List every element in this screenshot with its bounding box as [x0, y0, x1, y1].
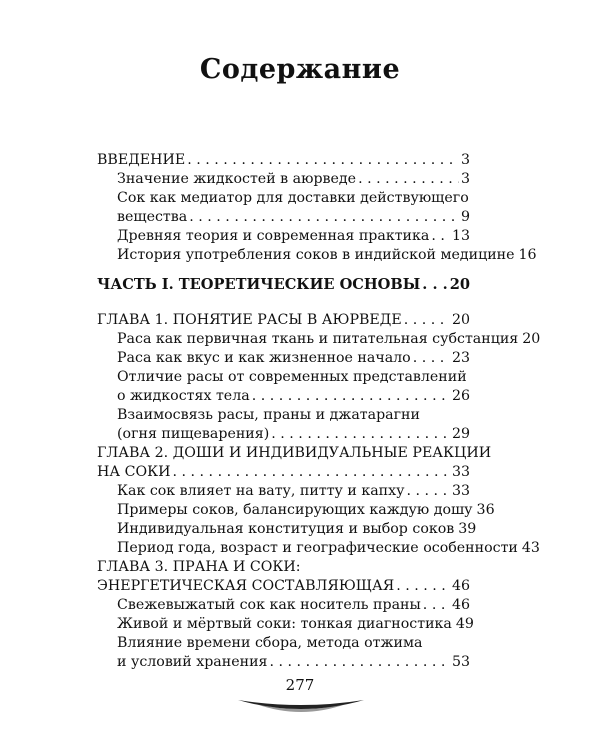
toc-entry-page: 20 — [449, 276, 470, 293]
toc-entry[interactable] — [117, 482, 470, 501]
toc-entry[interactable] — [117, 520, 477, 539]
toc-entry-page: 53 — [451, 654, 470, 670]
toc-entry-title: Индивидуальная конституция и выбор соков — [117, 521, 455, 537]
toc-entry-page: 46 — [451, 578, 470, 594]
dot-leader — [413, 349, 450, 368]
dot-leader — [187, 151, 459, 170]
toc-entry[interactable] — [117, 653, 470, 672]
toc-entry-title: Период года, возраст и географические особенности — [117, 540, 518, 556]
toc-entry-title: История употребления соков в индийской медицине — [117, 247, 515, 263]
dot-leader — [423, 596, 450, 615]
toc-entry[interactable] — [117, 227, 470, 246]
toc-entry[interactable] — [97, 463, 470, 482]
toc-entry-title: ГЛАВА 1. ПОНЯТИЕ РАСЫ В АЮРВЕДЕ — [97, 312, 402, 328]
toc-entry-title: ГЛАВА 2. ДОШИ И ИНДИВИДУАЛЬНЫЕ РЕАКЦИИ — [97, 445, 492, 461]
toc-entry-page: 29 — [451, 426, 470, 442]
dot-leader — [189, 208, 459, 227]
toc-entry-title: Как сок влияет на вату, питту и капху — [117, 483, 405, 499]
toc-entry-page: 49 — [455, 616, 474, 632]
toc-entry[interactable] — [97, 444, 492, 463]
toc-entry-title: НА СОКИ — [97, 464, 171, 480]
ornament-icon — [236, 696, 366, 720]
toc-entry-title: Раса как вкус и как жизненное начало — [117, 350, 411, 366]
toc-entry-title: вещества — [117, 209, 188, 225]
toc-entry[interactable] — [117, 368, 470, 387]
toc-entry-page: 43 — [521, 540, 540, 556]
toc-entry-title: о жидкостях тела — [117, 388, 250, 404]
toc-entry-title: ЧАСТЬ I. ТЕОРЕТИЧЕСКИЕ ОСНОВЫ — [97, 276, 421, 293]
toc-entry[interactable] — [117, 501, 495, 520]
toc-entry-title: Влияние времени сбора, метода отжима — [117, 635, 423, 651]
toc-entry-title: и условий хранения — [117, 654, 268, 670]
toc-entry-title: Свежевыжатый сок как носитель праны — [117, 597, 421, 613]
toc-entry[interactable] — [117, 387, 470, 406]
toc-entry[interactable] — [97, 311, 470, 330]
toc-entry[interactable] — [97, 558, 470, 577]
toc-entry-title: ВВЕДЕНИЕ — [97, 152, 186, 168]
toc-entry-title: ЭНЕРГЕТИЧЕСКАЯ СОСТАВЛЯЮЩАЯ — [97, 578, 395, 594]
toc-entry[interactable] — [97, 151, 470, 170]
toc-entry[interactable] — [97, 577, 470, 596]
dot-leader — [358, 170, 459, 189]
toc-entry-page: 36 — [476, 502, 495, 518]
toc-entry-title: Отличие расы от современных представлений — [117, 369, 467, 385]
toc-entry-title: Раса как первичная ткань и питательная субстанция — [117, 331, 519, 347]
toc-entry[interactable] — [117, 596, 470, 615]
toc-entry-title: Значение жидкостей в аюрведе — [117, 171, 357, 187]
toc-entry[interactable] — [117, 170, 470, 189]
toc-entry[interactable] — [117, 208, 470, 227]
toc-entry[interactable] — [117, 634, 470, 653]
toc-entry[interactable] — [117, 246, 537, 265]
toc-entry-page: 13 — [451, 228, 470, 244]
toc-entry[interactable] — [117, 189, 470, 208]
toc-entry[interactable] — [117, 349, 470, 368]
toc-entry-title: ГЛАВА 3. ПРАНА И СОКИ: — [97, 559, 301, 575]
toc-entry[interactable] — [117, 539, 540, 558]
page-number: 277 — [285, 676, 315, 694]
toc-entry[interactable] — [117, 330, 541, 349]
toc-entry-page: 16 — [518, 247, 537, 263]
toc-entry[interactable] — [117, 615, 474, 634]
toc-entry-title: Взаимосвязь расы, праны и джатарагни — [117, 407, 420, 423]
toc-entry-page: 39 — [458, 521, 477, 537]
dot-leader — [271, 425, 450, 444]
toc-entry-page: 26 — [451, 388, 470, 404]
toc-entry-title: Примеры соков, балансирующих каждую дошу — [117, 502, 473, 518]
toc-entry-page: 33 — [451, 483, 470, 499]
dot-leader — [172, 463, 449, 482]
toc-entry-title: Древняя теория и современная практика — [117, 228, 430, 244]
toc-part-entry[interactable] — [97, 275, 470, 294]
toc-entry[interactable] — [117, 406, 470, 425]
dot-leader — [396, 577, 450, 596]
toc-entry-page: 20 — [522, 331, 541, 347]
toc-entry-page: 3 — [460, 171, 470, 187]
page-title: Содержание — [199, 54, 401, 85]
dot-leader — [269, 653, 449, 672]
toc-entry-page: 23 — [451, 350, 470, 366]
toc-entry-page: 9 — [460, 209, 470, 225]
toc-entry-page: 3 — [460, 152, 470, 168]
toc-entry-title: Живой и мёртвый соки: тонкая диагностика — [117, 616, 452, 632]
dot-leader — [422, 275, 447, 294]
dot-leader — [252, 387, 450, 406]
toc-entry-page: 33 — [451, 464, 470, 480]
dot-leader — [407, 482, 450, 501]
toc-entry[interactable] — [117, 425, 470, 444]
toc-entry-title: (огня пищеварения) — [117, 426, 270, 442]
toc-entry-page: 20 — [451, 312, 470, 328]
dot-leader — [431, 227, 450, 246]
toc-entry-title: Сок как медиатор для доставки действующего — [117, 190, 469, 206]
toc-entry-page: 46 — [451, 597, 470, 613]
dot-leader — [404, 311, 450, 330]
